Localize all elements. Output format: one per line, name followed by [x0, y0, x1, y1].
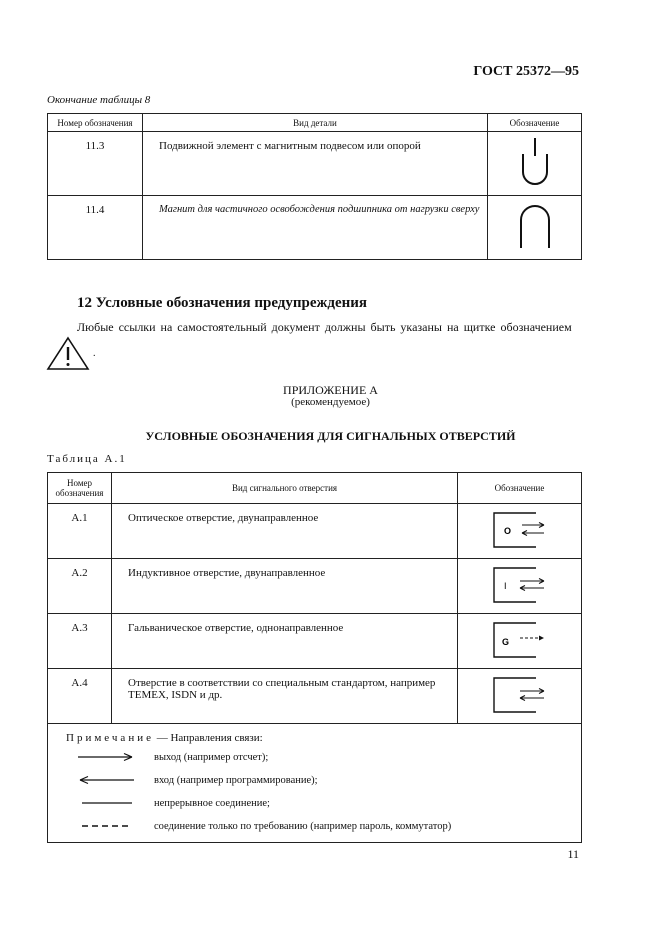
note-text: — Направления связи: — [153, 732, 263, 744]
warning-triangle-icon — [46, 336, 90, 377]
tableA1-row-description: Индуктивное отверстие, двунаправленное — [112, 559, 458, 614]
tableA1-row-number: А.2 — [48, 559, 112, 614]
port-letter: G — [501, 636, 509, 647]
inductive-port-icon — [490, 564, 550, 606]
section-12-trailing-dot: . — [93, 348, 96, 359]
tableA1-header-symbol: Обозначение — [458, 473, 582, 504]
table8-caption: Окончание таблицы 8 — [47, 94, 151, 106]
appendix-title: ПРИЛОЖЕНИЕ А — [283, 383, 378, 397]
page-number: 11 — [567, 847, 579, 861]
note-item-text: соединение только по требованию (например пароль, коммутатор) — [154, 820, 452, 832]
tableA1-row-symbol — [458, 504, 582, 559]
tableA1-row-number: А.3 — [48, 614, 112, 669]
tableA1-row-number: А.4 — [48, 669, 112, 724]
table8-row-description: Магнит для частичного освобождения подшипника от нагрузки сверху — [143, 196, 488, 260]
galvanic-port-icon — [490, 619, 550, 661]
special-standard-port-icon — [490, 674, 550, 716]
list-item — [66, 816, 581, 836]
arrow-left-icon — [78, 775, 134, 785]
table8-header-part: Вид детали — [143, 114, 488, 132]
table8-row-description: Подвижной элемент с магнитным подвесом или опорой — [143, 132, 488, 196]
tableA1-caption: Таблица А.1 — [47, 453, 127, 465]
note-item-text: непрерывное соединение; — [154, 797, 270, 809]
magnet-arch-icon — [515, 198, 555, 254]
tableA1-row-symbol — [458, 559, 582, 614]
arrow-right-icon — [78, 752, 134, 762]
appendix-subtitle: (рекомендуемое) — [291, 396, 370, 408]
table8-header-number: Номер обозначения — [48, 114, 143, 132]
appendix-heading: УСЛОВНЫЕ ОБОЗНАЧЕНИЯ ДЛЯ СИГНАЛЬНЫХ ОТВЕРСТИЙ — [145, 429, 516, 443]
table-a1 — [47, 472, 582, 843]
table8-header-symbol: Обозначение — [488, 114, 582, 132]
solid-line-icon — [78, 798, 134, 808]
table8-header-row — [48, 114, 582, 132]
table-row — [48, 132, 582, 196]
tableA1-row-symbol — [458, 669, 582, 724]
table-row — [48, 504, 582, 559]
table-row — [48, 614, 582, 669]
tableA1-header-number: Номер обозначения — [48, 473, 112, 504]
port-letter: O — [503, 525, 511, 536]
section-12-heading: 12 Условные обозначения предупреждения — [77, 295, 368, 311]
tableA1-header-type: Вид сигнального отверстия — [112, 473, 458, 504]
tableA1-note-row — [48, 724, 582, 843]
note-title — [66, 732, 581, 744]
tableA1-row-description: Гальваническое отверстие, однонаправленное — [112, 614, 458, 669]
table-row — [48, 559, 582, 614]
table8-row-symbol — [488, 132, 582, 196]
note-item-text: выход (например отсчет); — [154, 751, 269, 763]
table8-row-number: 11.3 — [48, 132, 143, 196]
tableA1-row-description: Оптическое отверстие, двунаправленное — [112, 504, 458, 559]
note-item-text: вход (например программирование); — [154, 774, 318, 786]
table-8 — [47, 113, 582, 260]
port-letter: I — [503, 580, 507, 591]
tableA1-row-symbol — [458, 614, 582, 669]
list-item — [66, 793, 581, 813]
document-standard-number: ГОСТ 25372—95 — [473, 64, 579, 79]
section-12-text: Любые ссылки на самостоятельный документ должны быть указаны на щитке обозначением — [77, 320, 572, 334]
tableA1-header-row — [48, 473, 582, 504]
table8-row-number: 11.4 — [48, 196, 143, 260]
tableA1-note — [48, 724, 582, 843]
tableA1-row-number: А.1 — [48, 504, 112, 559]
list-item — [66, 747, 581, 767]
table-row — [48, 669, 582, 724]
movable-magnetic-element-icon — [515, 134, 555, 190]
table-row — [48, 196, 582, 260]
note-label: Примечание — [66, 732, 154, 744]
list-item — [66, 770, 581, 790]
optical-port-icon — [490, 509, 550, 551]
tableA1-row-description: Отверстие в соответствии со специальным стандартом, например TEMEX, ISDN и др. — [112, 669, 458, 724]
dashed-line-icon — [78, 821, 134, 831]
table8-row-symbol — [488, 196, 582, 260]
